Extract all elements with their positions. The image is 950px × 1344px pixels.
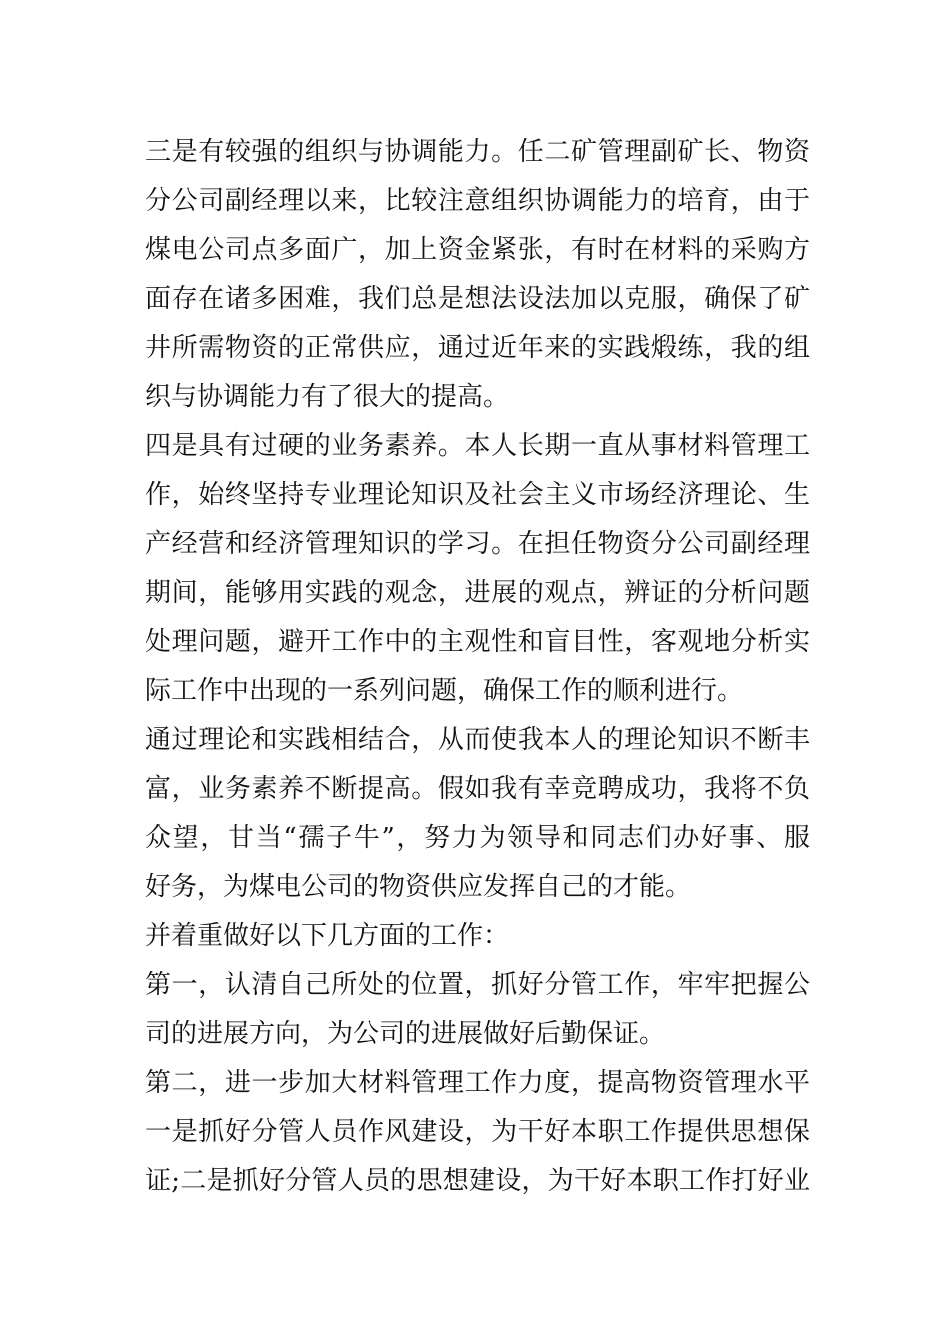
text-line: 期间，能够用实践的观念，进展的观点，辨证的分析问题	[145, 578, 810, 608]
text-line: 富，业务素养不断提高。假如我有幸竞聘成功，我将不负	[145, 774, 810, 804]
text-line: 作，始终坚持专业理论知识及社会主义市场经济理论、生	[145, 480, 810, 510]
text-line: 证;二是抓好分管人员的思想建设，为干好本职工作打好业	[145, 1166, 810, 1196]
text-line: 煤电公司点多面广，加上资金紧张，有时在材料的采购方	[145, 235, 810, 265]
text-line: 众望，甘当“孺子牛”，努力为领导和同志们办好事、服	[145, 823, 810, 853]
text-line: 好务，为煤电公司的物资供应发挥自己的才能。	[145, 872, 692, 902]
document-body	[145, 128, 810, 1206]
text-line: 处理问题，避开工作中的主观性和盲目性，客观地分析实	[145, 627, 810, 657]
text-line: 四是具有过硬的业务素养。本人长期一直从事材料管理工	[145, 431, 810, 461]
text-line: 分公司副经理以来，比较注意组织协调能力的培育，由于	[145, 186, 810, 216]
text-line: 际工作中出现的一系列问题，确保工作的顺利进行。	[145, 676, 744, 706]
text-line: 面存在诸多困难，我们总是想法设法加以克服，确保了矿	[145, 284, 810, 314]
text-line: 司的进展方向，为公司的进展做好后勤保证。	[145, 1019, 666, 1049]
text-line: 三是有较强的组织与协调能力。任二矿管理副矿长、物资	[145, 137, 810, 167]
text-line: 一是抓好分管人员作风建设，为干好本职工作提供思想保	[145, 1117, 810, 1147]
text-line: 并着重做好以下几方面的工作：	[145, 921, 510, 951]
text-line: 第一，认清自己所处的位置，抓好分管工作，牢牢把握公	[145, 970, 810, 1000]
text-line: 第二，进一步加大材料管理工作力度，提高物资管理水平	[145, 1068, 810, 1098]
text-line: 井所需物资的正常供应，通过近年来的实践煅练，我的组	[145, 333, 810, 363]
text-line: 产经营和经济管理知识的学习。在担任物资分公司副经理	[145, 529, 810, 559]
text-line: 织与协调能力有了很大的提高。	[145, 382, 510, 412]
text-line: 通过理论和实践相结合，从而使我本人的理论知识不断丰	[145, 725, 810, 755]
